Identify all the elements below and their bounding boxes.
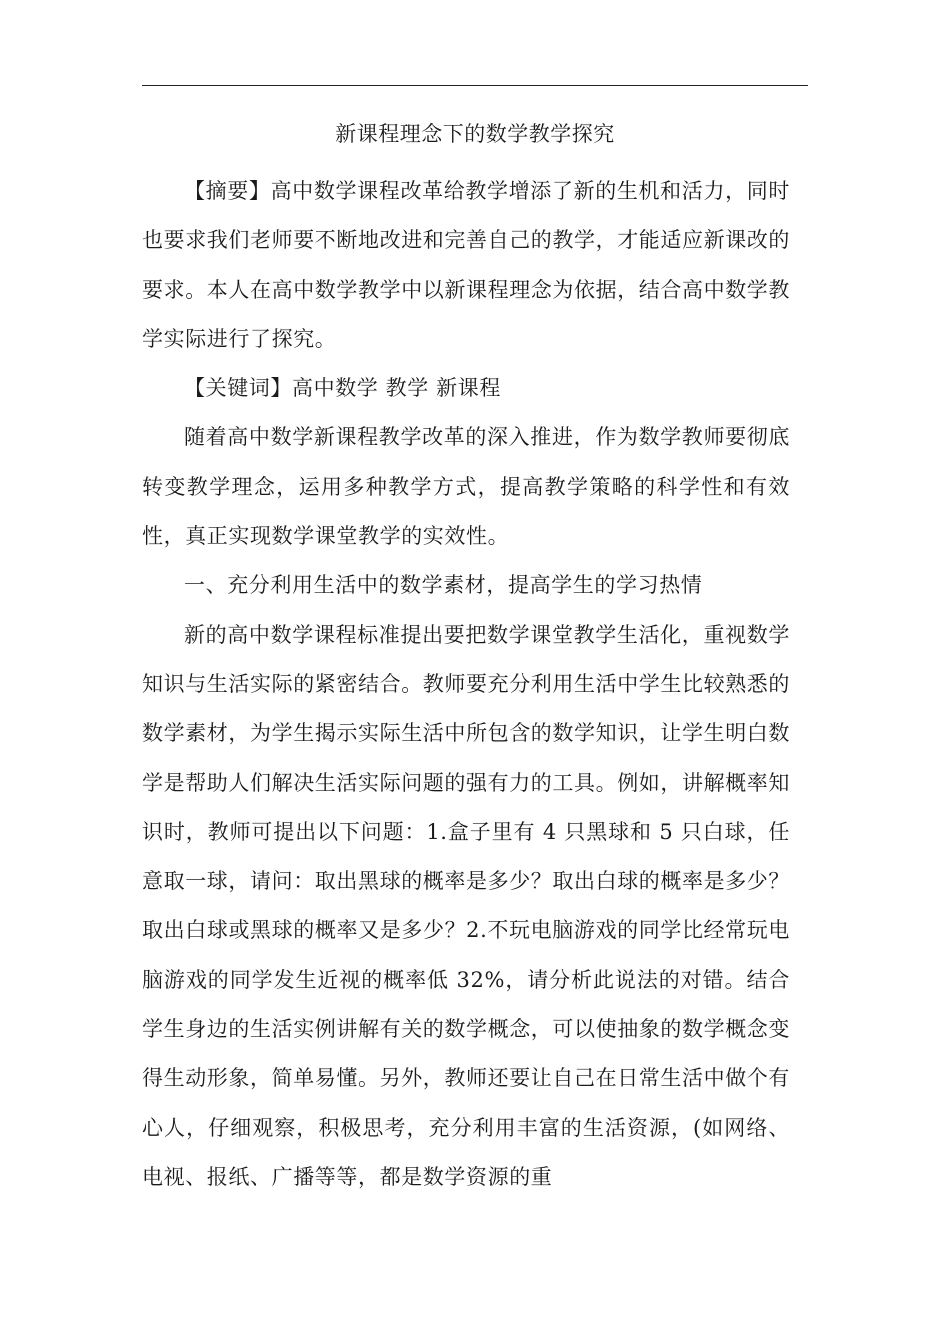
abstract-paragraph: 【摘要】高中数学课程改革给教学增添了新的生机和活力，同时也要求我们老师要不断地改进和完善自己的教学，才能适应新课改的要求。本人在高中数学教学中以新课程理念为依据，结合高中数学教学实际进行了探究。 <box>142 179 790 351</box>
header-rule <box>142 85 808 86</box>
keywords-paragraph: 【关键词】高中数学 教学 新课程 <box>184 376 501 401</box>
document-title: 新课程理念下的数学教学探究 <box>335 122 615 146</box>
document-body <box>142 167 790 1202</box>
section-heading: 一、充分利用生活中的数学素材，提高学生的学习热情 <box>184 573 703 598</box>
section-paragraph: 新的高中数学课程标准提出要把数学课堂教学生活化，重视数学知识与生活实际的紧密结合。教师要充分利用生活中学生比较熟悉的数学素材，为学生揭示实际生活中所包含的数学知识，让学生明白数学是帮助人们解决生活实际问题的强有力的工具。例如，讲解概率知识时，教师可提出以下问题：1.盒子里有 4 只黑球和 5 只白球，任意取一球，请问：取出黑球的概率是多少？取出白球的概率是多少？取出白球或黑球的概率又是多少？2.不玩电脑游戏的同学比经常玩电脑游戏的同学发生近视的概率低 32%，请分析此说法的对错。结合学生身边的生活实例讲解有关的数学概念，可以使抽象的数学概念变得生动形象，简单易懂。另外，教师还要让自己在日常生活中做个有心人，仔细观察，积极思考，充分利用丰富的生活资源，(如网络、电视、报纸、广播等等，都是数学资源的重 <box>142 622 790 1189</box>
intro-paragraph: 随着高中数学新课程教学改革的深入推进，作为数学教师要彻底转变教学理念，运用多种教学方式，提高教学策略的科学性和有效性，真正实现数学课堂教学的实效性。 <box>142 425 790 549</box>
